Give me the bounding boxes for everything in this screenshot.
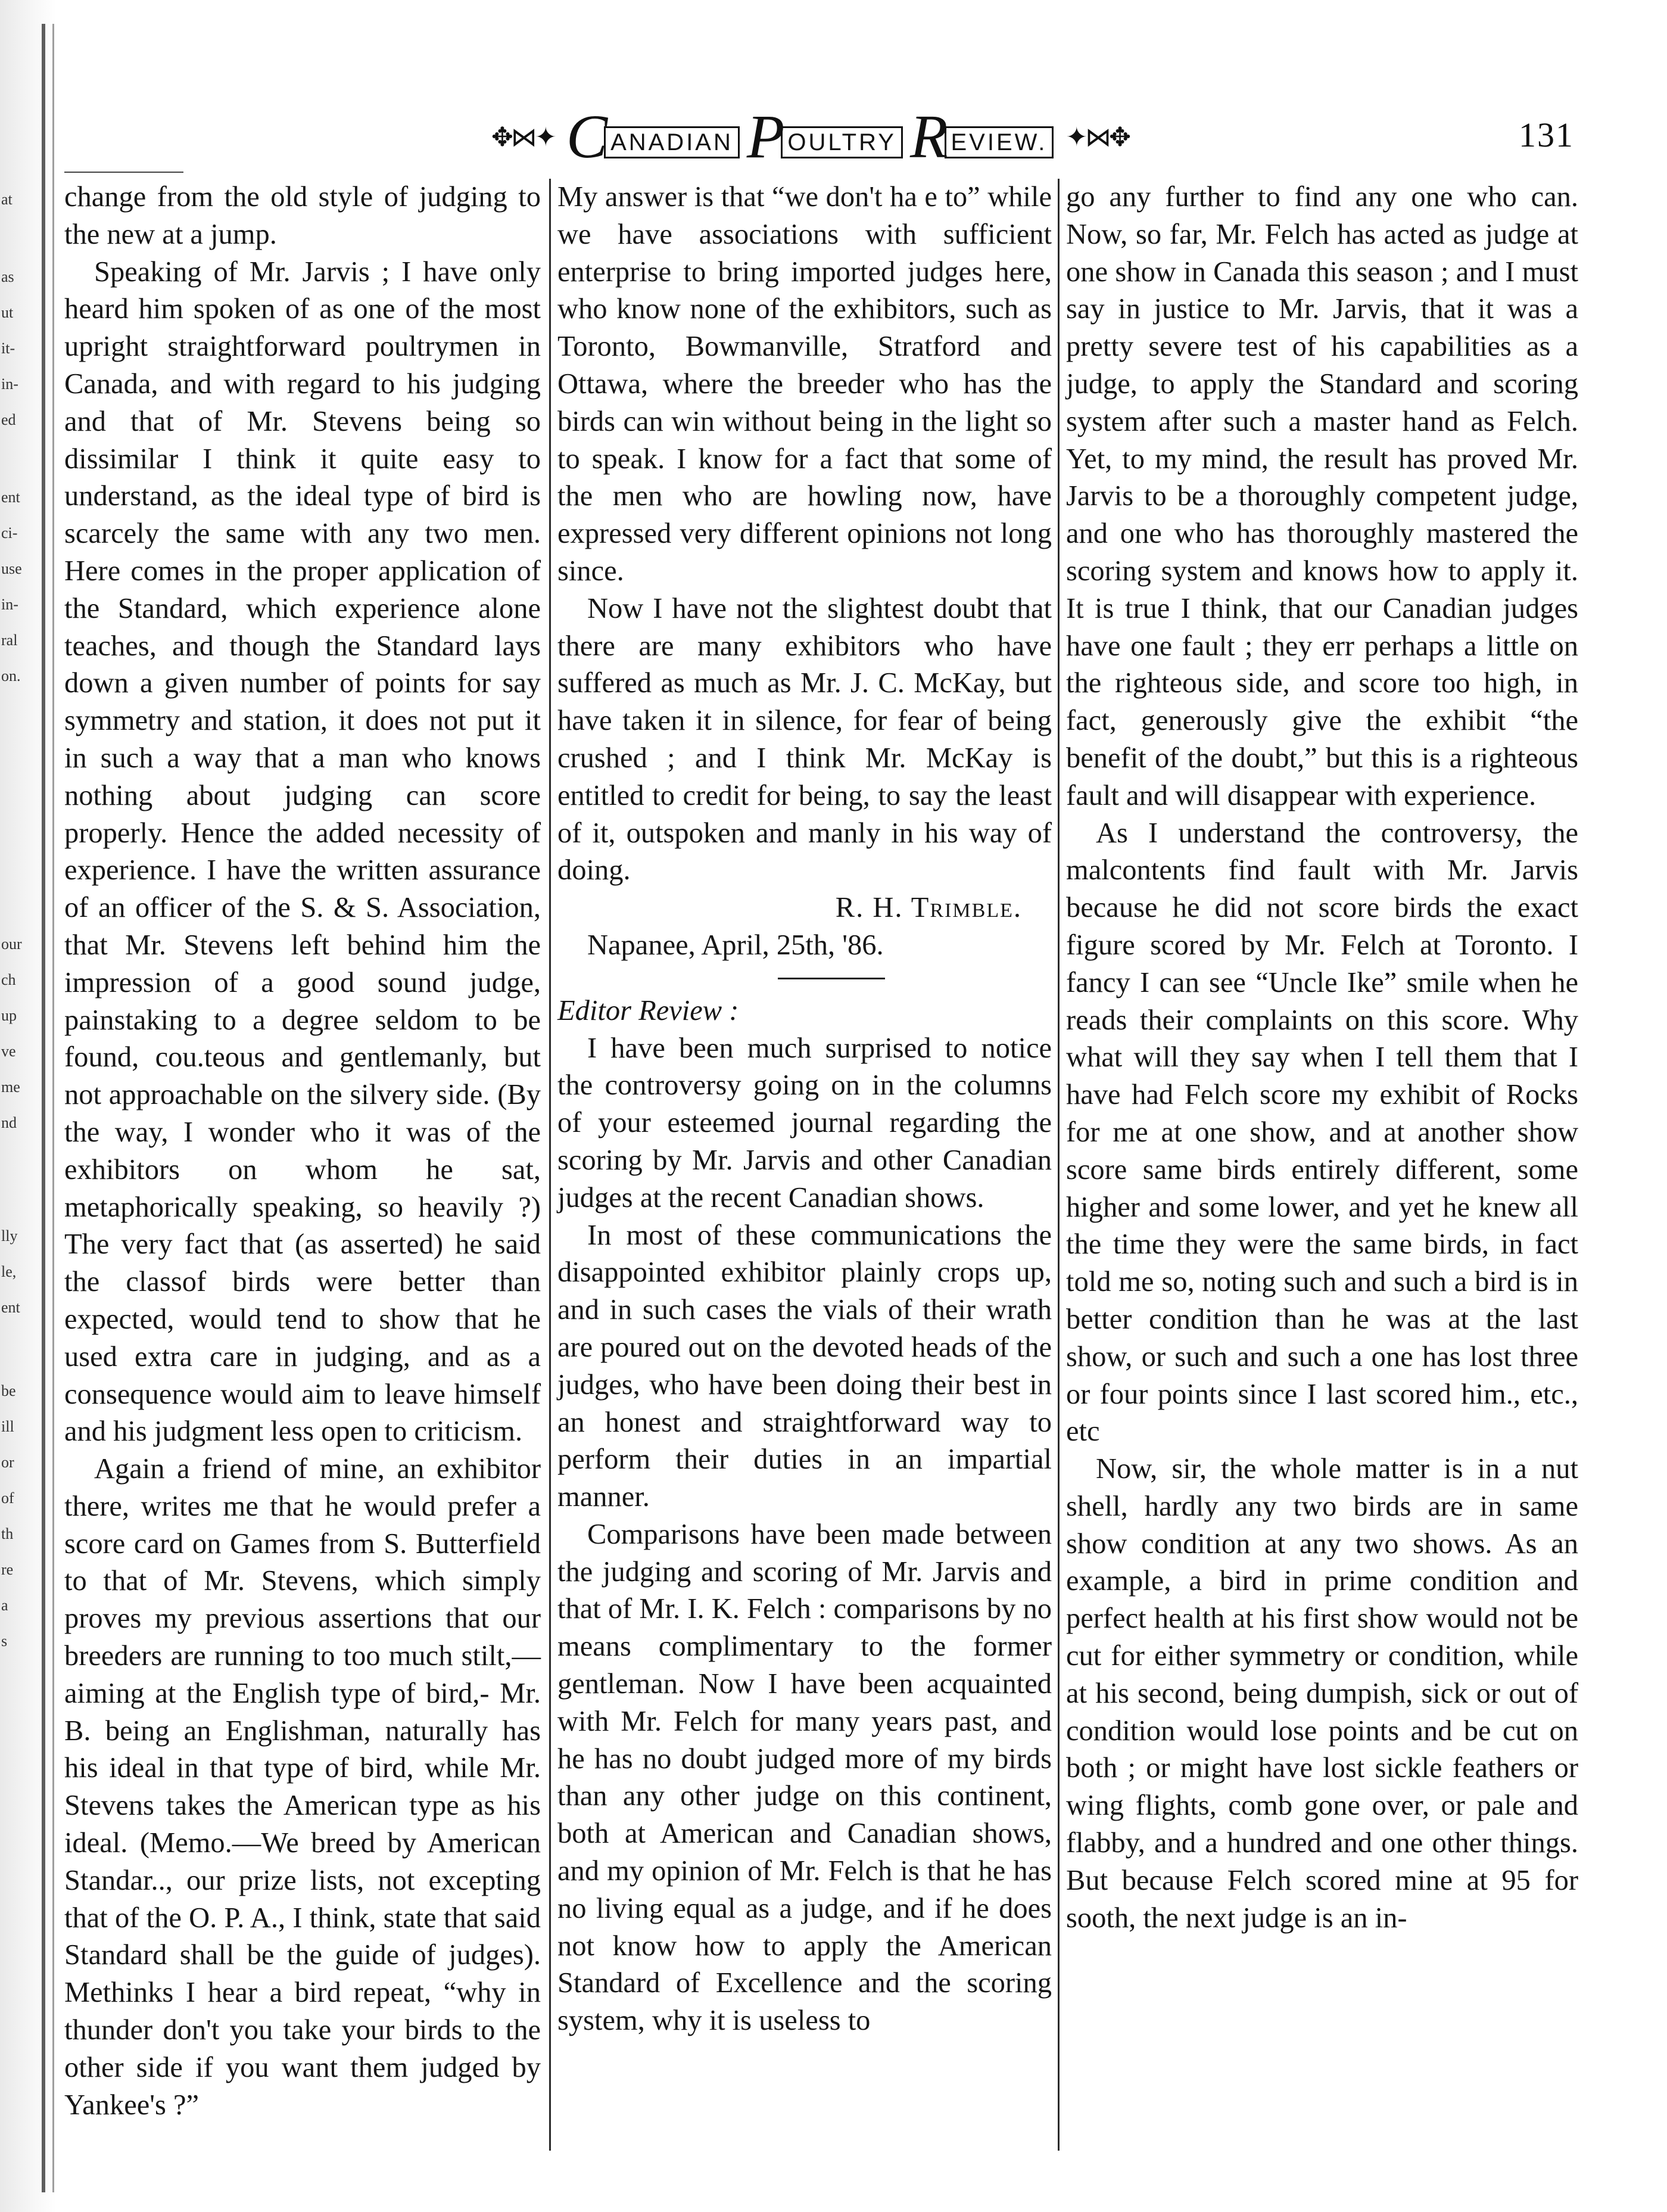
place-date: Napanee, April, 25th, '86. [587, 929, 884, 961]
page-header [0, 104, 1667, 170]
paragraph: In most of these communications the disappointed exhibitor plainly crops up, and in such cases the vials of their wrath are poured out on the devoted heads of the judges, who have been doing their best in an honest and straightforward way to perform their duties in an impartial manner. [557, 1219, 1052, 1513]
section-divider [778, 978, 885, 979]
ornament-right-icon: ✦⋈✥ [1065, 122, 1129, 153]
margin-fragment: or [1, 1454, 14, 1471]
margin-fragment: ent [1, 1299, 20, 1316]
column-3 [1066, 179, 1578, 1937]
title-word-1: C ANADIAN [566, 111, 740, 163]
margin-fragment: in- [1, 596, 18, 613]
margin-fragment: ch [1, 971, 16, 988]
margin-fragment: le, [1, 1263, 17, 1280]
margin-fragment: ral [1, 631, 18, 649]
paragraph: I have been much surprised to notice the controversy going on in the columns of your esteemed journal regarding the scoring by Mr. Jarvis and other Canadian judges at the recent Canadian shows. [557, 1032, 1052, 1214]
margin-fragment: it- [1, 340, 15, 357]
top-rule [64, 172, 183, 173]
margin-fragment: be [1, 1382, 16, 1399]
column-1 [64, 179, 541, 2124]
masthead [491, 102, 1129, 171]
signature: R. H. Trimble. [835, 892, 1022, 924]
margin-fragment: s [1, 1632, 8, 1650]
margin-fragment: nd [1, 1114, 17, 1131]
paragraph: Now I have not the slightest doubt that there are many exhibitors who have suffered as much as Mr. J. C. McKay, but have taken it in silence, for fear of being crushed ; and I think Mr. McKay is entitled to credit for being, to say the least of it, outspoken and manly in his way of doing. [557, 592, 1052, 886]
margin-fragment: ve [1, 1043, 16, 1060]
margin-fragment: on. [1, 667, 21, 685]
column-2 [557, 179, 1052, 2040]
margin-fragment: ci- [1, 524, 18, 542]
paragraph: go any further to find any one who can. Now, so far, Mr. Felch has acted as judge at one show in Canada this season ; and I must say in justice to Mr. Jarvis, that it was a pretty severe test of his capabilities as a judge, to apply the Standard and scoring system after such a master hand as Felch. Yet, to my mind, the result has proved Mr. Jarvis to be a thoroughly competent judge, and one who has thoroughly mastered the scoring system and knows how to apply it. It is true I think, that our Canadian judges have one fault ; they err perhaps a little on the righteous side, and score too high, in fact, generously give the exhibit “the benefit of the doubt,” but this is a righteous fault and will disappear with experience. [1066, 181, 1578, 811]
paragraph: Speaking of Mr. Jarvis ; I have only heard him spoken of as one of the most upright straightforward poultrymen in Canada, and with regard to his judging and that of Mr. Stevens being so dissimilar I think it quite easy to understand, as the ideal type of bird is scarcely the same with any two men. Here comes in the proper application of the Standard, which experience alone teaches, and though the Standard lays down a given number of points for say symmetry and station, it does not put it in such a way that a man who knows nothing about judging can score properly. Hence the added necessity of experience. I have the written assurance of an officer of the S. & S. Association, that Mr. Stevens left behind him the impression of a good sound judge, painstaking to a degree seldom to be found, cou.teous and gentlemanly, but not approachable on the silvery side. (By the way, I wonder who it was of the exhibitors on whom he sat, metaphorically speaking, so heavily ?) The very fact that (as asserted) he said the classof birds were better than expected, would tend to show that he used extra care in judging, and as a consequence would aim to leave himself and his judgment less open to criticism. [64, 256, 541, 1448]
margin-fragment: ent [1, 489, 20, 506]
paragraph: My answer is that “we don't ha e to” while we have associations with sufficient enterprise to bring imported judges here, who know none of the exhibitors, such as Toronto, Bowmanville, Stratford and Ottawa, where the breeder who has the birds can win without being in the light so to speak. I know for a fact that some of the men who are howling now, have expressed very different opinions not long since. [557, 181, 1052, 587]
margin-fragment: in- [1, 375, 18, 393]
masthead-title [563, 102, 1058, 171]
binding-edge [42, 24, 45, 2192]
margin-fragment: lly [1, 1227, 18, 1245]
page-number: 131 [1519, 116, 1574, 154]
column-rule-1 [549, 179, 551, 2151]
paragraph: Again a friend of mine, an exhibitor there, writes me that he would prefer a score card on Games from S. Butterfield to that of Mr. Stevens, which simply proves my previous assertions that our breeders are running to too much stilt,—aiming at the English type of bird,- Mr. B. being an Englishman, naturally has his ideal in that type of bird, while Mr. Stevens takes the American type as his ideal. (Memo.—We breed by American Standar.., our prize lists, not excepting that of the O. P. A., I think, state that said Standard shall be the guide of judges). Methinks I hear a bird repeat, “why in thunder don't you take your birds to the other side if you want them judged by Yankee's ?” [64, 1453, 541, 2121]
title-word-2: P OULTRY [747, 111, 903, 163]
margin-fragment: up [1, 1007, 17, 1024]
title-word-3: R EVIEW. [910, 111, 1054, 163]
margin-fragment: use [1, 560, 22, 577]
facing-page-margin [0, 0, 57, 2212]
binding-edge-inner [52, 24, 54, 2192]
margin-fragment: at [1, 191, 13, 208]
margin-fragment: ed [1, 411, 16, 428]
margin-fragment: ill [1, 1418, 14, 1435]
column-rule-2 [1058, 179, 1060, 2151]
margin-fragment: re [1, 1561, 14, 1578]
margin-fragment: of [1, 1489, 14, 1507]
paragraph: Now, sir, the whole matter is in a nut shell, hardly any two birds are in same show condition at any two shows. As an example, a bird in prime condition and perfect health at his first show would not be cut for either symmetry or condition, while at his second, being dumpish, sick or out of condition would lose points and be cut on both ; or might have lost sickle feathers or wing flights, comb gone over, or pale and flabby, and a hundred and one other things. But because Felch scored mine at 95 for sooth, the next judge is an in- [1066, 1453, 1578, 1934]
margin-fragment: ut [1, 304, 14, 321]
paragraph: change from the old style of judging to the new at a jump. [64, 181, 541, 250]
margin-fragment: me [1, 1078, 20, 1096]
margin-fragment: our [1, 935, 22, 953]
editor-heading: Editor Review : [557, 994, 739, 1026]
paragraph: As I understand the controversy, the malcontents find fault with Mr. Jarvis because he did not score birds the exact figure scored by Mr. Felch at Toronto. I fancy I can see “Uncle Ike” smile when he reads their complaints on this score. Why what will they say when I tell them that I have had Felch score my exhibit of Rocks for me at one show, and at another show score same birds entirely different, some higher and some lower, and yet he knew all the time they were the same birds, in fact told me so, noting such and such a bird is in better condition than he was at the last show, or such and such a one has lost three or four points since I last scored him., etc., etc [1066, 817, 1578, 1448]
margin-fragment: a [1, 1597, 8, 1614]
margin-fragment: as [1, 268, 14, 285]
margin-fragment: th [1, 1525, 14, 1542]
paragraph: Comparisons have been made between the judging and scoring of Mr. Jarvis and that of Mr. I. K. Felch : comparisons by no means complimentary to the former gentleman. Now I have been acquainted with Mr. Felch for many years past, and he has no doubt judged more of my birds than any other judge on this continent, both at American and Canadian shows, and my opinion of Mr. Felch is that he has no living equal as a judge, and if he does not know how to apply the American Standard of Excellence and the scoring system, why it is useless to [557, 1518, 1052, 2037]
ornament-left-icon: ✥⋈✦ [491, 122, 554, 153]
